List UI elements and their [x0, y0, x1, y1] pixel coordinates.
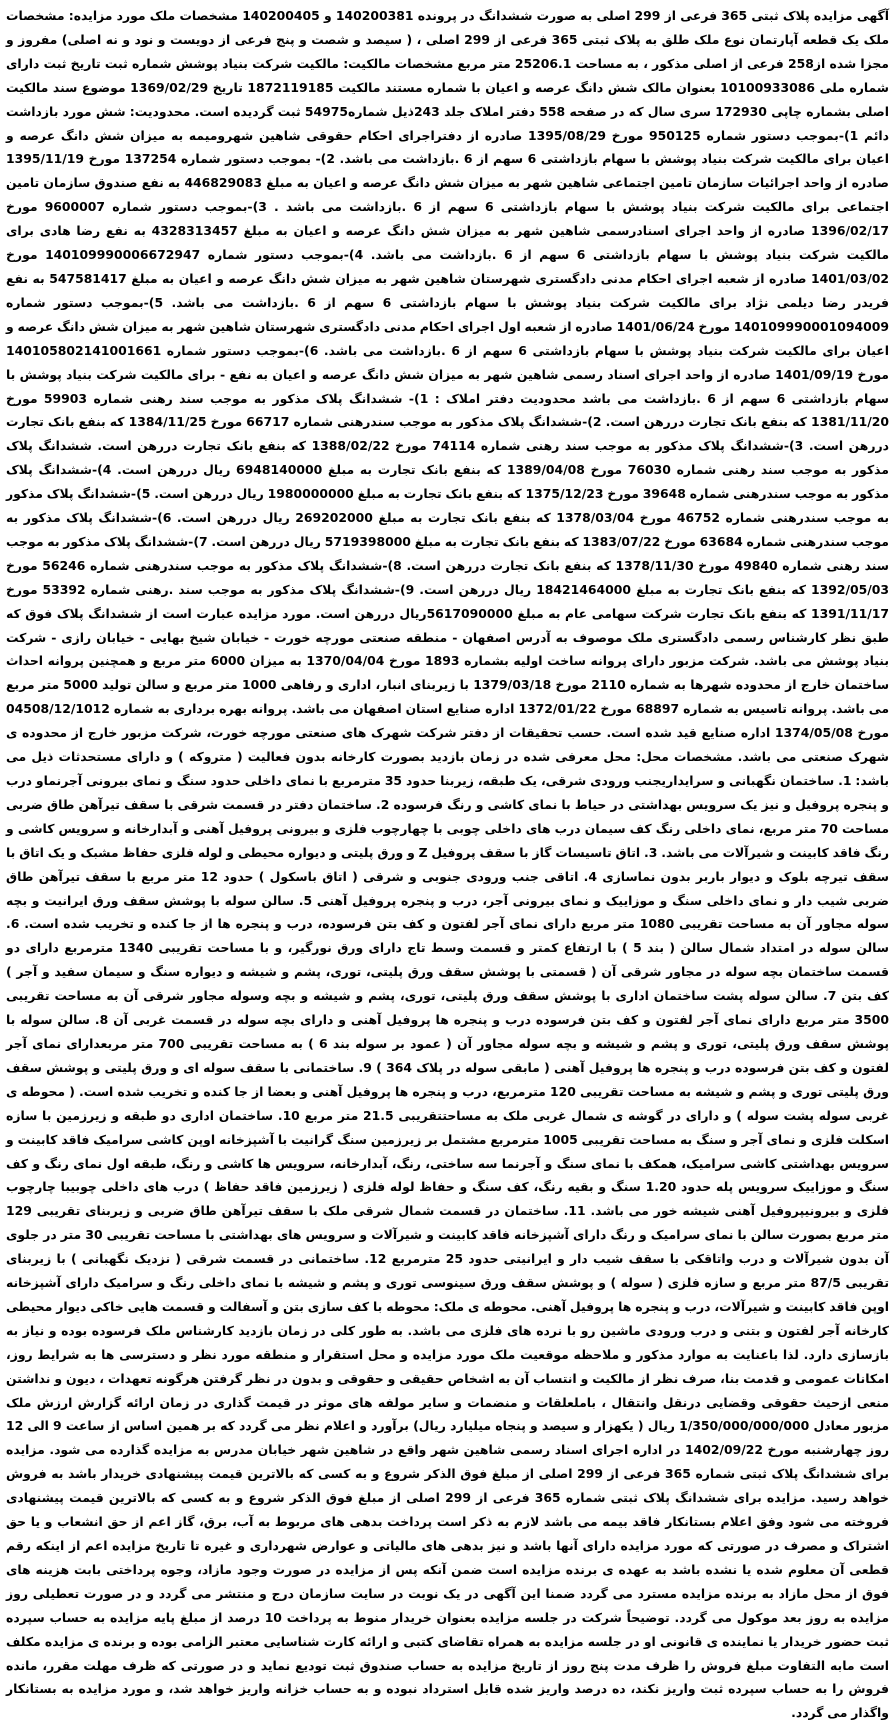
auction-notice-text: آگهی مزایده پلاک ثبتی 365 فرعی از 299 اصلی به صورت ششدانگ در پرونده 140200381 و 140200405 مشخصات ملک مورد مزایده: مشخصات ملک یک قطعه آپارتمان نوع ملک طلق به پلاک ثبتی 365 فرعی از 299 اصلی ، ( سیصد و شصت و پنج فرعی از دویست و نود و نه اصلی) مفروز و مجزا شده از258 فرعی از اصلی مذکور ، به مساحت 25206.1 متر مربع مشخصات مالکیت: مالکیت شرکت بنیاد پوشش شماره ثبت تاریخ ثبت دارای شماره ملی 10100933086 بعنوان مالک شش دانگ عرصه و اعیان با شماره مستند مالکیت 1872119185 تاریخ 1369/02/29 موضوع سند مالکیت اصلی بشماره چاپی 172930 سری سال که در صفحه 558 دفتر املاک جلد 243ذیل شماره54975 ثبت گردیده است. محدودیت: شش مورد بازداشت دائم 1)-بموجب دستور شماره 950125 مورخ 1395/08/29 صادره از دفتراجرای احکام حقوقی شاهین شهرومیمه به میزان شش دانگ عرصه و اعیان برای مالکیت شرکت بنیاد پوشش با سهام بازداشتی 6 سهم از 6 .بازداشت می باشد. 2)- بموجب دستور شماره 137254 مورخ 1395/11/19 صادره از واحد اجرائیات سازمان تامین اجتماعی شاهین شهر به میزان شش دانگ عرصه و اعیان به مبلغ 446829083 به نفع صندوق سازمان تامین اجتماعی برای مالکیت شرکت بنیاد پوشش با سهام بازداشتی 6 سهم از 6 .بازداشت می باشد . 3)-بموجب دستور شماره 9600007 مورخ 1396/02/17 صادره از واحد اجرای اسنادرسمی شاهین شهر به میزان شش دانگ عرصه و اعیان به مبلغ 4328313457 به نفع رضا هادی برای مالکیت شرکت بنیاد پوشش با سهام بازداشتی 6 سهم از 6 .بازداشت می باشد. 4)-بموجب دستور شماره 140109990006672947 مورخ 1401/03/02 صادره از شعبه اجرای احکام مدنی دادگستری شهرستان شاهین شهر به میزان شش دانگ عرصه و اعیان به مبلغ 547581417 به نفع فریدر رضا دیلمی نژاد برای مالکیت شرکت بنیاد پوشش با سهام بازداشتی 6 سهم از 6 .بازداشت می باشد. 5)-بموجب دستور شماره 140109990001094009 مورخ 1401/06/24 صادره از شعبه اول اجرای احکام مدنی دادگستری شهرستان شاهین شهر به میزان شش دانگ عرصه و اعیان برای مالکیت شرکت بنیاد پوشش با سهام بازداشتی 6 سهم از 6 .بازداشت می باشد. 6)-بموجب دستور شماره 140105802141001661 مورخ 1401/09/19 صادره از واحد اجرای اسناد رسمی شاهین شهر به میزان شش دانگ عرصه و اعیان به نفع - برای مالکیت شرکت بنیاد پوشش با سهام بازداشتی 6 سهم از 6 .بازداشت می باشد محدودیت دفتر املاک : 1)- ششدانگ پلاک مذکور به موجب سند رهنی شماره 59903 مورخ 1381/11/20 که بنفع بانک تجارت دررهن است. 2)-ششدانگ پلاک مذکور به موجب سندرهنی شماره 66717 مورخ 1384/11/25 که بنفع بانک تجارت دررهن است. 3)-ششدانگ پلاک مذکور به موجب سند رهنی شماره 74114 مورخ 1388/02/22 که بنفع بانک تجارت دررهن است. ششدانگ پلاک مذکور به موجب سند رهنی شماره 76030 مورخ 1389/04/08 که بنفع بانک تجارت به مبلغ 6948140000 ریال دررهن است. 4)-ششدانگ پلاک مذکور به موجب سندرهنی شماره 39648 مورخ 1375/12/23 که بنفع بانک تجارت به مبلغ 1980000000 ریال دررهن است. 5)-ششدانگ پلاک مذکور به موجب سندرهنی شماره 46752 مورخ 1378/03/04 که بنفع بانک تجارت به مبلغ 269202000 ریال دررهن است. 6)-ششدانگ پلاک مذکور به موجب سندرهنی شماره 63684 مورخ 1383/07/22 که بنفع بانک تجارت به مبلغ 5719398000 ریال دررهن است. 7)-ششدانگ پلاک مذکور به موجب سند رهنی شماره 49840 مورخ 1378/11/30 که بنفع بانک تجارت دررهن است. 8)-ششدانگ پلاک مذکور به موجب سندرهنی شماره 56246 مورخ 1392/05/03 که بنفع بانک تجارت به مبلغ 18421464000 ریال دررهن است. 9)-ششدانگ پلاک مذکور به موجب سند .رهنی شماره 53392 مورخ 1391/11/17 که بنفع بانک تجارت شرکت سهامی عام به مبلغ 5617090000ریال دررهن است. مورد مزایده عبارت است از ششدانگ پلاک فوق که طبق نظر کارشناس رسمی دادگستری ملک موصوف به آدرس اصفهان - منطقه صنعتی مورچه خورت - خیابان شیخ بهایی - خیابان رازی - شرکت بنیاد پوشش می باشد. شرکت مزبور دارای پروانه ساخت اولیه بشماره 1893 مورخ 1370/04/04 به میزان 6000 متر مربع و همچنین پروانه احداث ساختمان خارج از محدوده شهرها به شماره 2110 مورخ 1379/03/18 با زیربنای انبار، اداری و رفاهی 1000 متر مربع و سالن تولید 5000 متر مربع می باشد. پروانه تاسیس به شماره 68897 مورخ 1372/01/22 اداره صنایع استان اصفهان می باشد. پروانه بهره برداری به شماره 04508/12/1012 مورخ 1374/05/08 اداره صنایع قید شده است. حسب تحقیقات از دفتر شرکت شهرک های صنعتی مورچه خورت، شرکت مزبور خارج از محدوده ی شهرک صنعتی می باشد. مشخصات محل: محل معرفی شده در زمان بازدید بصورت کارخانه بدون فعالیت ( متروکه ) و دارای مستحدثات ذیل می باشد: 1. ساختمان نگهبانی و سرایداریجنب ورودی شرقی، یک طبقه، زیربنا حدود 35 مترمربع با نمای داخلی حدود سنگ و نمای بیرونی آجرنماو درب و پنجره پروفیل و نیز یک سرویس بهداشتی در حیاط با نمای کاشی و رنگ فرسوده 2. ساختمان دفتر در قسمت شرقی با سقف تیرآهن طاق ضربی مساحت 70 متر مربع، نمای داخلی رنگ کف سیمان درب های داخلی چوبی با چهارچوب فلزی و بیرونی پروفیل آهنی و آبدارخانه و سرویس کاشی و رنگ فاقد کابینت و شیرآلات می باشد. 3. اتاق تاسیسات گاز با سقف پروفیل Z و ورق پلیتی و دیواره محیطی و لوله فلزی حفاظ مشبک و یک اتاق با سقف تیرچه بلوک و دیوار باربر بدون نماسازی 4. اتاقی جنب ورودی جنوبی و شرقی ( اتاق باسکول ) حدود 12 متر مربع با سقف تیرآهن طاق ضربی شیب دار و نمای داخلی سنگ و موزاییک و نمای بیرونی آجر، درب و پنجره پروفیل آهنی 5. سالن سوله با پوشش سقف ورق ایرانیت و بچه سوله مجاور آن به مساحت تقریبی 1080 متر مربع دارای نمای آجر لفتون و کف بتن فرسوده، درب و پنجره ها از جا کنده و تخریب شده است. 6. سالن سوله در امتداد شمال سالن ( بند 5 ) با ارتفاع کمتر و قسمت وسط تاج دارای ورق نورگیر، و با مساحت تقریبی 1340 مترمربع دارای دو قسمت ساختمان بچه سوله در مجاور شرقی آن ( قسمتی با پوشش سقف ورق پلیتی، توری، پشم و شیشه و دیواره سنگ و سیمان سفید و آجر ) کف بتن 7. سالن سوله پشت ساختمان اداری با پوشش سقف ورق پلیتی، توری، پشم و شیشه و بچه وسوله مجاور شرقی آن به مساحت تقریبی 3500 متر مربع دارای نمای آجر لفتون و کف بتن فرسوده درب و پنجره ها پروفیل آهنی و دارای بچه سوله در قسمت غربی آن 8. سالن سوله با پوشش سقف ورق پلیتی، توری و پشم و شیشه و بچه سوله مجاور آن ( عمود بر سوله بند 6 ) به مساحت تقریبی 700 متر مربعدارای نمای آجر لفتون و کف بتن فرسوده درب و پنجره ها پروفیل آهنی ( مابقی سوله در پلاک 364 ) 9. ساختمانی با سقف سوله ای و ورق پلیتی و پوشش سقف ورق پلیتی توری و پشم و شیشه به مساحت تقریبی 120 مترمربع، درب و پنجره ها پروفیل آهنی و بعضا از جا کنده و تخریب شده است. ( محوطه ی غربی سوله پشت سوله ) و دارای در گوشه ی شمال غربی ملک به مساحتتقریبی 21.5 متر مربع 10. ساختمان اداری دو طبقه و زیرزمین با سازه اسکلت فلزی و نمای آجر و سنگ به مساحت تقریبی 1005 مترمربع مشتمل بر زیرزمین سنگ گرانیت با آشپزخانه اوپن کاشی سرامیک فاقد کابینت و سرویس بهداشتی کاشی سرامیک، همکف با نمای سنگ و آجرنما سه ساختی، رنگ، آبدارخانه، سرویس ها کاشی و رنگ، طبقه اول نمای رنگ و کف سنگ و موزاییک سرویس پله حدود 1.20 سنگ و بقیه رنگ، کف سنگ و حفاظ لوله فلزی ( زیرزمین فاقد حفاظ ) درب های داخلی چوبیبا چارچوب فلزی و بیرونیپروفیل آهنی شیشه خور می باشد. 11. ساختمان در قسمت شمال شرقی ملک با سقف تیرآهن طاق ضربی و زیربنای تقریبی 129 متر مربع بصورت سالن با نمای سرامیک و رنگ دارای آشپزخانه فاقد کابینت و شیرآلات و سرویس های بهداشتی با مساحت تقریبی 30 متر در جلوی آن بدون شیرآلات و درب واتاقکی با سقف شیب دار و ایرانیتی حدود 25 مترمربع 12. ساختمانی در قسمت شرقی ( نزدیک نگهبانی ) با زیربنای تقریبی 87/5 متر مربع و سازه فلزی ( سوله ) و پوشش سقف ورق سینوسی توری و پشم و شیشه با نمای داخلی رنگ و سرامیک دارای آشپزخانه اوپن فاقد کابینت و شیرآلات، درب و پنجره ها پروفیل آهنی. محوطه ی ملک: محوطه با کف سازی بتن و آسفالت و قسمت هایی خاکی دیوار محیطی کارخانه آجر لفتون و بتنی و درب ورودی ماشین رو با نرده های فلزی می باشد. به طور کلی در زمان بازدید کارشناس ملک فرسوده بوده و نیاز به بازسازی دارد. لذا باعنایت به موارد مذکور و ملاحظه موقعیت ملک مورد مزایده و محل استقرار و منطقه مورد نظر و دسترسی ها به شرایط روز، امکانات عمومی و قدمت بنا، صرف نظر از مالکیت و انتساب آن به اشخاص حقیقی و حقوقی و بدون در نظر گرفتن هرگونه تعهدات ، دیون و نداشتن منعی ازحیث حقوقی وقضایی درنقل وانتقال ، باملعلقات و منضمات و سایر مولفه های موثر در قیمت گذاری در زمان ارائه گزارش ارزش ملک مزبور معادل 1/350/000/000/000 ریال ( یکهزار و سیصد و پنجاه میلیارد ریال) برآورد و اعلام نظر می گردد که بر همین اساس از ساعت 9 الی 12 روز چهارشنبه مورخ 1402/09/22 در اداره اجرای اسناد رسمی شاهین شهر واقع در شاهین شهر خیابان مدرس به مزایده گذارده می شود. مزایده برای ششدانگ پلاک ثبتی شماره 365 فرعی از 299 اصلی از مبلغ فوق الذکر شروع و به کسی که بالاترین قیمت پیشنهادی خریدار باشد به فروش خواهد رسید. مزایده برای ششدانگ پلاک ثبتی شماره 365 فرعی از 299 اصلی از مبلغ فوق الذکر شروع و به کسی که بالاترین قیمت پیشنهادی فروخته می شود وفق اعلام بستانکار فاقد بیمه می باشد لازم به ذکر است پرداخت بدهی های مربوط به آب، برق، گاز اعم از حق انشعاب و یا حق اشتراک و مصرف در صورتی که مورد مزایده دارای آنها باشد و نیز بدهی های مالیاتی و عوارض شهرداری و غیره تا تاریخ مزایده اعم از اینکه رقم قطعی آن معلوم شده یا نشده باشد به عهده ی برنده مزایده است ضمن آنکه پس از مزایده در صورت وجود مازاد، وجوه پرداختی بابت هزینه های فوق از محل مازاد به برنده مزایده مسترد می گردد ضمنا این آگهی در یک نوبت در سایت سازمان درج و منتشر می گردد و در صورت تعطیلی روز مزایده به روز بعد موکول می گردد. توضیحاً شرکت در جلسه مزایده بعنوان خریدار منوط به پرداخت 10 درصد از مبلغ پایه مزایده به حساب سپرده ثبت حضور خریدار یا نماینده ی قانونی او در جلسه مزایده به همراه تقاضای کتبی و ارائه کارت شناسایی معتبر الزامی بوده و برنده ی مزایده مکلف است مابه التفاوت مبلغ فروش را ظرف مدت پنج روز از تاریخ مزایده به حساب صندوق ثبت تودیع نماید و در صورتی که ظرف مهلت مقرر، مانده فروش را به حساب سپرده ثبت واریز نکند، ده درصد واریز شده قابل استرداد نبوده و به حساب خزانه واریز خواهد شد، و مورد مزایده به بستانکار واگذار می گردد. [6, 8, 890, 1721]
auction-notice [6, 4, 890, 1721]
